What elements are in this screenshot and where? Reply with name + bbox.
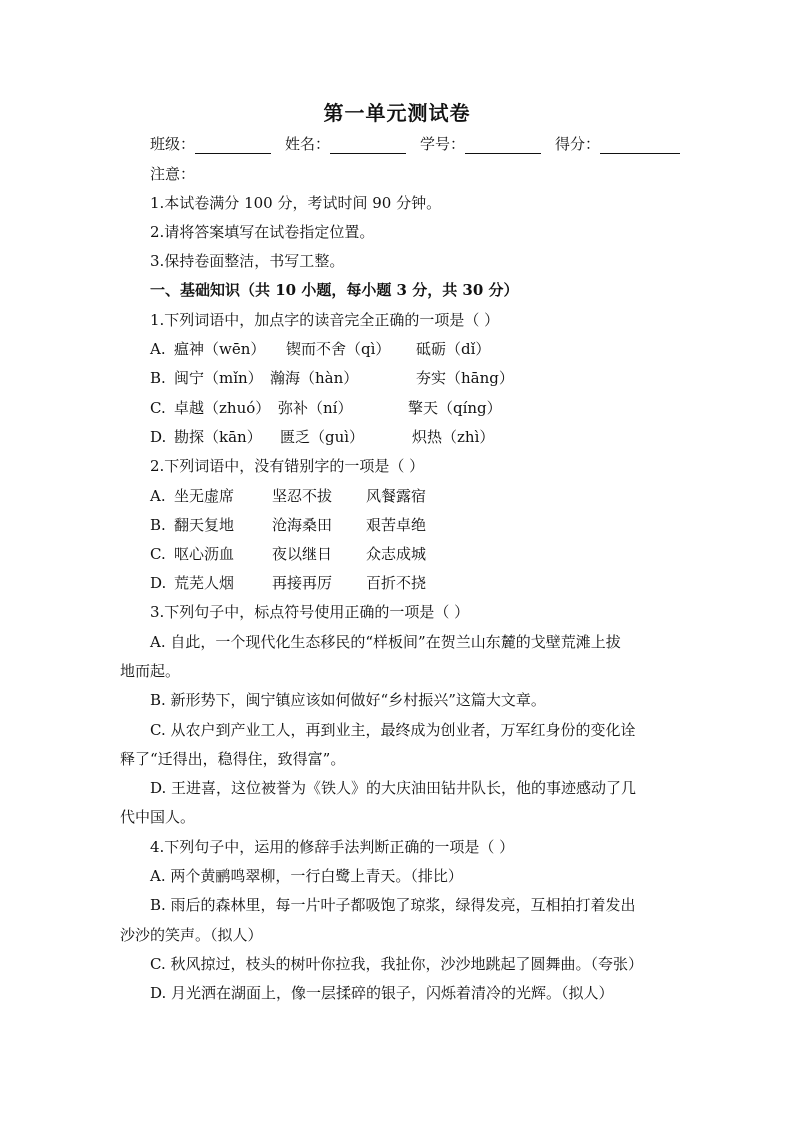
id-label: 学号： xyxy=(420,135,466,153)
option-word: 再接再厉 xyxy=(272,574,333,592)
question-4-option-b[interactable]: B. 雨后的森林里，每一片叶子都吸饱了琼浆，绿得发亮，互相拍打着发出 xyxy=(150,896,636,914)
id-blank[interactable] xyxy=(465,137,541,154)
option-word: 弥补（ní） xyxy=(278,399,353,417)
question-3-option-c[interactable]: C. 从农户到产业工人，再到业主，最终成为创业者，万军红身份的变化诠 xyxy=(150,721,636,739)
option-word: 艰苦卓绝 xyxy=(366,516,427,534)
option-word: 坚忍不拔 xyxy=(272,487,333,505)
name-label: 姓名： xyxy=(285,135,331,153)
option-word: 荒芜人烟 xyxy=(174,574,235,592)
option-word: 翻天复地 xyxy=(174,516,235,534)
option-label: B. xyxy=(150,516,166,534)
option-word: 瀚海（hàn） xyxy=(270,369,359,387)
option-label: A. xyxy=(150,487,166,505)
option-label: C. xyxy=(150,399,166,417)
question-4-stem: 4.下列句子中，运用的修辞手法判断正确的一项是（ ） xyxy=(150,838,515,856)
class-blank[interactable] xyxy=(195,137,271,154)
student-info-row xyxy=(150,134,680,154)
option-word: 沧海桑田 xyxy=(272,516,333,534)
option-label: D. xyxy=(150,574,167,592)
question-1-stem: 1.下列词语中，加点字的读音完全正确的一项是（ ） xyxy=(150,311,500,329)
option-word: 百折不挠 xyxy=(366,574,427,592)
question-4-option-b-cont: 沙沙的笑声。（拟人） xyxy=(120,926,263,944)
question-3-stem: 3.下列句子中，标点符号使用正确的一项是（ ） xyxy=(150,603,470,621)
question-2-stem: 2.下列词语中，没有错别字的一项是（ ） xyxy=(150,457,425,475)
score-label: 得分： xyxy=(555,135,601,153)
option-label: C. xyxy=(150,545,166,563)
option-word: 夯实（hāng） xyxy=(416,369,514,387)
question-3-option-d-cont: 代中国人。 xyxy=(120,808,196,826)
option-word: 卓越（zhuó） xyxy=(174,399,271,417)
option-word: 呕心沥血 xyxy=(174,545,235,563)
option-word: 瘟神（wēn） xyxy=(174,340,266,358)
option-label: D. xyxy=(150,428,167,446)
option-word: 众志成城 xyxy=(366,545,427,563)
question-4-option-d[interactable]: D. 月光洒在湖面上，像一层揉碎的银子，闪烁着清冷的光辉。（拟人） xyxy=(150,984,614,1002)
option-label: B. xyxy=(150,369,166,387)
option-word: 夜以继日 xyxy=(272,545,333,563)
score-blank[interactable] xyxy=(600,137,680,154)
section-heading: 一、基础知识（共 10 小题，每小题 3 分，共 30 分） xyxy=(150,281,519,299)
question-3-option-a-cont: 地而起。 xyxy=(120,662,181,680)
note-item: 2.请将答案填写在试卷指定位置。 xyxy=(150,223,375,241)
option-word: 闽宁（mǐn） xyxy=(174,369,263,387)
question-3-option-c-cont: 释了“迁得出，稳得住，致得富”。 xyxy=(120,750,346,768)
page-title: 第一单元测试卷 xyxy=(323,101,471,125)
notes-heading: 注意： xyxy=(150,165,196,183)
note-item: 1.本试卷满分 100 分，考试时间 90 分钟。 xyxy=(150,194,442,212)
note-item: 3.保持卷面整洁，书写工整。 xyxy=(150,252,345,270)
option-word: 锲而不舍（qì） xyxy=(286,340,391,358)
question-4-option-c[interactable]: C. 秋风掠过，枝头的树叶你拉我，我扯你，沙沙地跳起了圆舞曲。（夸张） xyxy=(150,955,643,973)
option-word: 擎天（qíng） xyxy=(408,399,502,417)
option-word: 炽热（zhì） xyxy=(412,428,495,446)
question-3-option-b[interactable]: B. 新形势下，闽宁镇应该如何做好“乡村振兴”这篇大文章。 xyxy=(150,691,546,709)
class-label: 班级： xyxy=(150,135,196,153)
option-word: 勘探（kān） xyxy=(174,428,262,446)
option-label: A. xyxy=(150,340,166,358)
option-word: 匮乏（guì） xyxy=(280,428,365,446)
name-blank[interactable] xyxy=(330,137,406,154)
question-4-option-a[interactable]: A. 两个黄鹂鸣翠柳，一行白鹭上青天。（排比） xyxy=(150,867,463,885)
option-word: 砥砺（dǐ） xyxy=(416,340,491,358)
question-3-option-d[interactable]: D. 王进喜，这位被誉为《铁人》的大庆油田钻井队长，他的事迹感动了几 xyxy=(150,779,637,797)
question-3-option-a[interactable]: A. 自此，一个现代化生态移民的“样板间”在贺兰山东麓的戈壁荒滩上拔 xyxy=(150,633,621,651)
option-word: 风餐露宿 xyxy=(366,487,427,505)
option-word: 坐无虚席 xyxy=(174,487,235,505)
